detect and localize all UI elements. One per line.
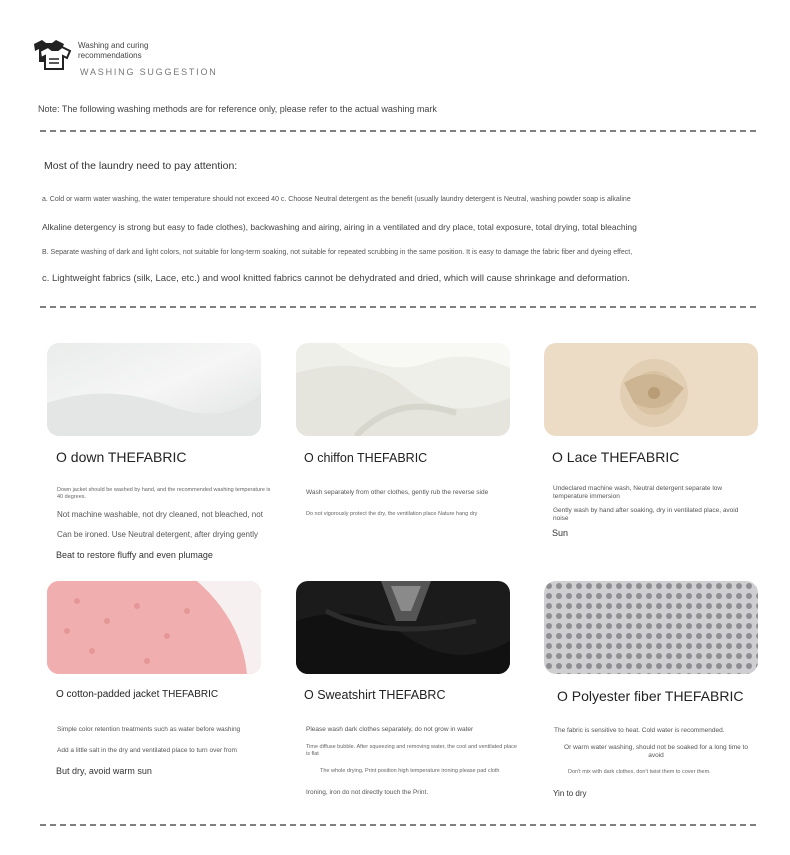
- polyester-fabric-image: [544, 581, 758, 674]
- fabric-text: Do not vigorously protect the dry, the ventilation place Nature hang dry: [306, 511, 478, 517]
- tshirt-stack-icon: [28, 38, 74, 72]
- fabric-title-lace: O Lace THEFABRIC: [552, 449, 680, 465]
- divider: [40, 306, 756, 308]
- down-fabric-image: [47, 343, 261, 436]
- attention-line: Alkaline detergency is strong but easy to fade clothes), backwashing and airing, airing in a ventilated and dry place, total exposure, total drying, total bleaching: [42, 222, 637, 232]
- fabric-text: But dry, avoid warm sun: [56, 766, 152, 776]
- cotton-padded-fabric-image: [47, 581, 261, 674]
- fabric-text: Undeclared machine wash, Neutral detergent separate low temperature immersion: [553, 485, 723, 500]
- fabric-text: The fabric is sensitive to heat. Cold water is recommended.: [554, 727, 725, 734]
- lace-fabric-image: [544, 343, 758, 436]
- fabric-text: Gently wash by hand after soaking, dry in ventilated place, avoid noise: [553, 507, 739, 522]
- fabric-text: Yin to dry: [553, 789, 587, 798]
- brand-title-line2: recommendations: [78, 51, 142, 60]
- attention-line: a. Cold or warm water washing, the water temperature should not exceed 40 c. Choose Neutral detergent as the benefit (usually laundry detergent is Neutral, washing powder soap is alkaline: [42, 196, 631, 203]
- attention-heading: Most of the laundry need to pay attention:: [44, 160, 238, 172]
- fabric-text: Not machine washable, not dry cleaned, not bleached, not: [57, 510, 263, 519]
- fabric-text: The whole drying, Print position high temperature ironing please pad cloth: [320, 768, 500, 774]
- fabric-text: Or warm water washing, should not be soaked for a long time to avoid: [564, 744, 748, 759]
- fabric-text: Wash separately from other clothes, gently rub the reverse side: [306, 489, 489, 496]
- brand-subtitle: WASHING SUGGESTION: [80, 67, 218, 77]
- attention-line: c. Lightweight fabrics (silk, Lace, etc.) and wool knitted fabrics cannot be dehydrated and dried, which will cause shrinkage and deformation.: [42, 273, 630, 284]
- fabric-text: Down jacket should be washed by hand, and the recommended washing temperature is 40 degrees.: [57, 487, 271, 500]
- divider: [40, 824, 756, 826]
- fabric-text: Can be ironed. Use Neutral detergent, after drying gently: [57, 530, 259, 539]
- divider: [40, 130, 756, 132]
- fabric-title-down: O down THEFABRIC: [56, 449, 187, 465]
- fabric-text: Please wash dark clothes separately, do not grow in water: [306, 726, 474, 733]
- fabric-title-polyester: O Polyester fiber THEFABRIC: [557, 688, 744, 704]
- reference-note: Note: The following washing methods are for reference only, please refer to the actual washing mark: [38, 104, 437, 114]
- fabric-text: Sun: [552, 528, 569, 538]
- chiffon-fabric-image: [296, 343, 510, 436]
- fabric-title-cotton-padded: O cotton-padded jacket THEFABRIC: [56, 689, 219, 700]
- fabric-text: Beat to restore fluffy and even plumage: [56, 550, 213, 560]
- fabric-text: Time diffuse bubble. After squeezing and removing water, the cool and ventilated place is flat: [306, 744, 517, 757]
- attention-line: B. Separate washing of dark and light colors, not suitable for long-term soaking, not suitable for repeated scrubbing in the same position. It is easy to damage the fabric fiber and dyeing effect,: [42, 249, 633, 256]
- fabric-text: Ironing, iron do not directly touch the Print.: [306, 789, 429, 796]
- fabric-text: Simple color retention treatments such as water before washing: [57, 726, 241, 733]
- fabric-title-sweatshirt: O Sweatshirt THEFABRC: [304, 688, 446, 702]
- brand-title-line1: Washing and curing: [78, 41, 149, 50]
- fabric-text: Don't mix with dark clothes, don't twist them to cover them.: [568, 769, 711, 775]
- sweatshirt-fabric-image: [296, 581, 510, 674]
- fabric-text: Add a little salt in the dry and ventilated place to turn over from: [57, 747, 237, 754]
- fabric-title-chiffon: O chiffon THEFABRIC: [304, 451, 428, 465]
